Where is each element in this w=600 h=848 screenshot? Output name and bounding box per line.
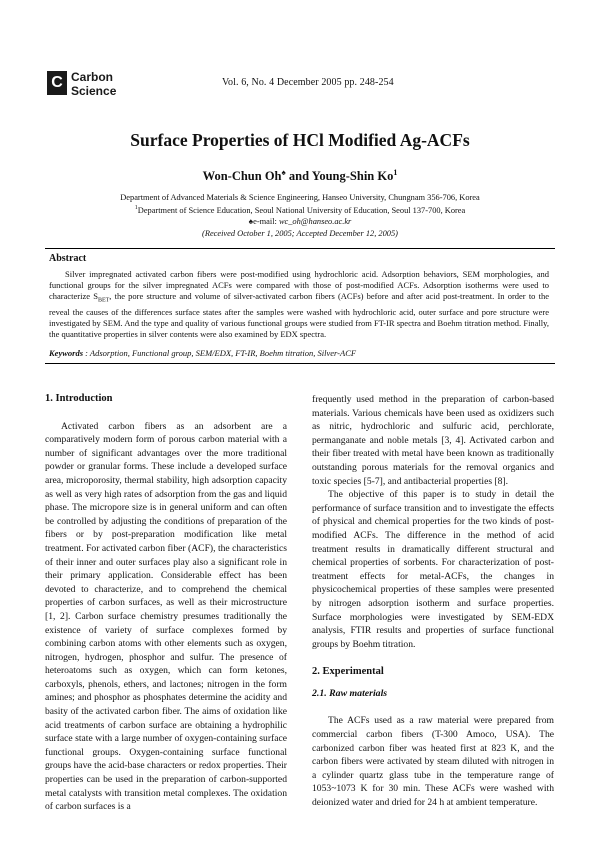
journal-name-line1: Carbon bbox=[71, 70, 113, 84]
right-column bbox=[312, 393, 554, 810]
paper-title: Surface Properties of HCl Modified Ag-ACFs bbox=[130, 130, 470, 150]
journal-logo: C bbox=[47, 71, 67, 95]
affiliation-mark: 1 bbox=[393, 168, 398, 177]
journal-name-line2: Science bbox=[71, 84, 117, 98]
journal-name bbox=[71, 70, 116, 98]
email-address[interactable]: wc_oh@hanseo.ac.kr bbox=[278, 217, 352, 226]
affiliation-2 bbox=[0, 205, 600, 215]
affiliation-mark: 1 bbox=[134, 205, 138, 211]
abstract-box bbox=[45, 248, 555, 364]
volume-info: Vol. 6, No. 4 December 2005 pp. 248-254 bbox=[222, 77, 394, 88]
keywords-label: Keywords bbox=[49, 348, 83, 358]
abstract-text: Silver impregnated activated carbon fibers were post-modified using hydrochloric acid. Adsorption behaviors, SEM morphologies, and functional groups for the silver impregnated ACFs were compared with those of post-modified ACFs. Adsorption isotherms were used to characterize $S_{BET}$, the pore structure and volume of silver-activated carbon fibers (ACFs) before and after acid post-treatment. In order to the reveal the causes of the differences surface states after the samples were washed with hydrochloric acid, outer surface and pore structure were investigated by SEM. And the type and quality of various functional groups were studied from FT-IR spectra and Boehm titration method. Finally, the quantitative properties in silver contents were also examined by EDX spectra. bbox=[49, 269, 549, 339]
email-line bbox=[0, 217, 600, 226]
author-name: Won-Chun Oh bbox=[202, 169, 282, 184]
received-dates: (Received October 1, 2005; Accepted December 12, 2005) bbox=[202, 229, 398, 238]
author-name: and Young-Shin Ko bbox=[285, 169, 394, 184]
keywords-list: : Adsorption, Functional group, SEM/EDX, FT-IR, Boehm titration, Silver-ACF bbox=[83, 348, 357, 358]
corresponding-mark: ♠ bbox=[281, 168, 286, 177]
affiliation-text: Department of Science Education, Seoul National University of Education, Seoul 137-700, Korea bbox=[137, 205, 466, 215]
paragraph: The ACFs used as a raw material were prepared from commercial carbon fibers (T-300 Amoco, USA). The carbonized carbon fiber was heated first at 823 K, and the carbon fibers were activated by steam diluted with nitrogen in a cylinder quartz glass tube in the temperature range of 1053~1073 K for 30 min. These ACFs were washed with deionized water and dried for 24 h at ambient temperature. bbox=[312, 715, 554, 809]
keywords bbox=[49, 348, 356, 358]
paragraph: frequently used method in the preparation of carbon-based materials. Various chemicals have been used as oxidizers such as nitric, hydrochloric and sulfuric acid, perchlorate, permanganate and noble metals [3, 4]. Activated carbon and their fiber treated with metal have been known as traditionally outstanding porous materials for the removal organics and toxic species [5-7], and antibacterial properties [8]. bbox=[312, 394, 554, 487]
abstract-heading: Abstract bbox=[49, 253, 87, 264]
section-heading: 2. Experimental bbox=[312, 666, 384, 678]
author-list bbox=[0, 168, 600, 184]
left-column bbox=[45, 392, 287, 814]
paragraph: Activated carbon fibers as an adsorbent are a comparatively modern form of porous carbon material with a number of significant advantages over the more traditional powder or granular forms. These include a developed surface area, microporosity, thermal stability, high adsorption capacity as well as very high rates of adsorption from the gas and liquid phase. The micropore size is in general uniform and can often be controlled by adjusting the conditions of preparation of the fibers or by post-preparation modification like metal treatment. For activated carbon fiber (ACF), the characteristics of their inner and outer surfaces play also a significant role in their primary application. Considerable effect has been devoted to characterize, and to comprehend the chemical properties of carbon surfaces, as well as their microstructure [1, 2]. Carbon surface chemistry presumes traditionally the existence of variety of surface complexes formed by combining carbon atoms with other elements such as oxygen, nitrogen, hydrogen, phosphor and sulfur. The presence of heteroatoms such as oxygen, which can form ketones, carboxyls, phenols, ethers, and lactones; nitrogen in the form amines; and phosphor as phosphates determine the acidity and basity of the activated carbon fiber. The aims of oxidation like acid treatments of carbon surface are obtaining a hydrophilic surface state with a large number of oxygen-containing surface functional groups. Oxygen-containing surface functional groups have the acid-base characters or redox properties. Their properties can be used in the preparation of carbon-supported metal catalysts with transition metal complexes. The oxidation of carbon surfaces is a bbox=[45, 420, 287, 813]
paragraph: The objective of this paper is to study in detail the performance of surface transition and to investigate the effects of physical and chemical properties for the two kinds of post-modified ACFs. The difference in the method of acid treatment results in dramatically different structural and chemical properties of sorbents. For characterization of post-treatment effects for metal-ACFs, the changes in physicochemical properties of these samples were presented by nitrogen adsorption isotherm and surface properties. Surface morphologies were investigated by SEM-EDX analysis, FTIR results and properties of surface functional groups by Boehm titration. bbox=[312, 489, 554, 650]
email-label: e-mail: bbox=[253, 217, 279, 226]
section-heading: 1. Introduction bbox=[45, 393, 113, 404]
corresponding-mark: ♠ bbox=[248, 217, 254, 226]
subsection-heading: 2.1. Raw materials bbox=[312, 687, 388, 699]
affiliation-1: Department of Advanced Materials & Science Engineering, Hanseo University, Chungnam 356-706, Korea bbox=[120, 193, 480, 202]
